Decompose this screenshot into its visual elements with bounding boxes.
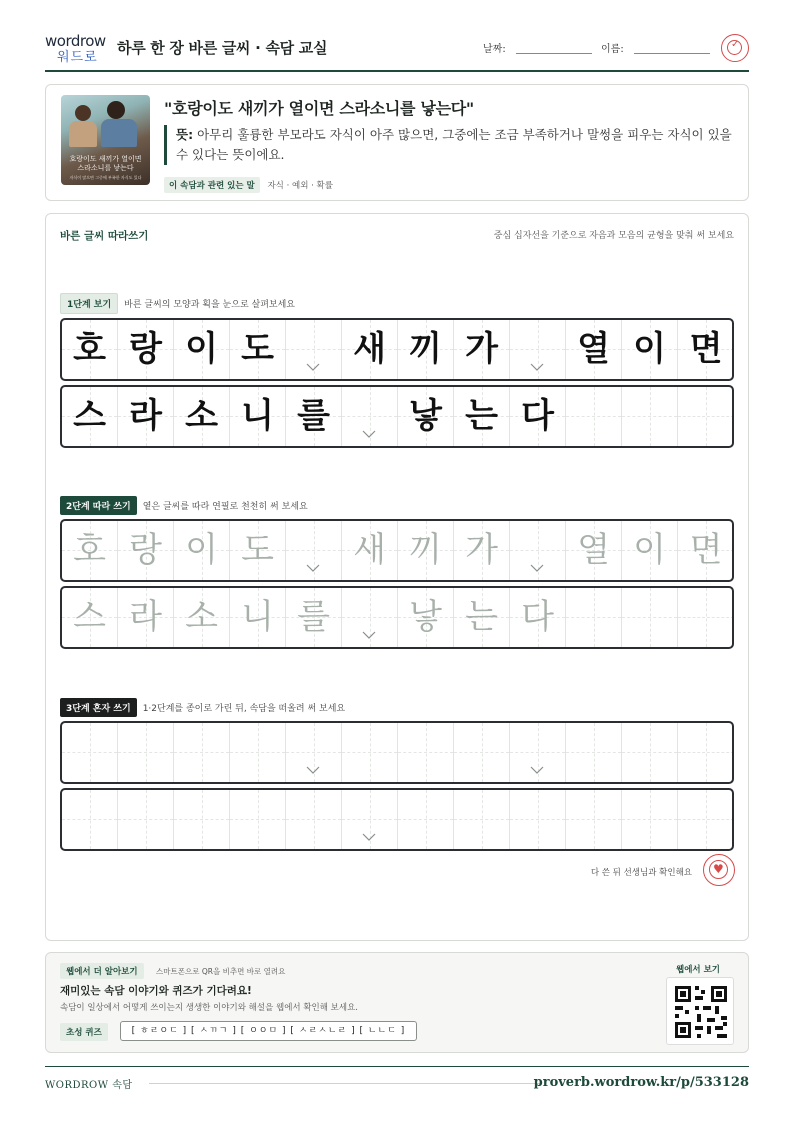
grid-cell[interactable] (454, 521, 510, 580)
grid-cell[interactable] (622, 521, 678, 580)
grid-cell[interactable] (62, 521, 118, 580)
qr-code-icon[interactable] (666, 977, 734, 1045)
grid-character: 를 (297, 597, 330, 637)
grid-cell[interactable] (678, 790, 734, 849)
grid-cell (398, 320, 454, 379)
stage1-row2 (60, 385, 734, 448)
grid-cell[interactable] (118, 723, 174, 782)
grid-character: 낳 (409, 396, 442, 436)
heart-stamp-icon: ♥ (703, 854, 735, 886)
related-list: 자식 · 예외 · 확률 (267, 181, 333, 191)
space-mark-icon (306, 765, 320, 775)
grid-cell[interactable] (230, 588, 286, 647)
grid-cell[interactable] (62, 790, 118, 849)
grid-character: 가 (465, 329, 498, 369)
grid-cell[interactable] (622, 790, 678, 849)
grid-character: 면 (689, 329, 723, 369)
stage3-badge: 3단계 혼자 쓰기 (60, 698, 137, 717)
grid-cell[interactable] (398, 521, 454, 580)
stage2-row2[interactable] (60, 586, 734, 649)
grid-character: 라 (129, 396, 162, 436)
web-tag-note: 스마트폰으로 QR을 비추면 바로 열려요 (156, 967, 286, 976)
space-mark-icon (306, 362, 320, 372)
grid-cell[interactable] (566, 588, 622, 647)
grid-cell (286, 387, 342, 446)
grid-cell (510, 387, 566, 446)
grid-cell (454, 387, 510, 446)
grid-cell (342, 387, 398, 446)
grid-cell[interactable] (510, 588, 566, 647)
web-tag: 웹에서 더 알아보기 (60, 963, 144, 979)
grid-cell[interactable] (62, 588, 118, 647)
grid-cell[interactable] (678, 521, 734, 580)
grid-cell[interactable] (454, 723, 510, 782)
grid-character: 니 (241, 396, 274, 436)
page-header (45, 26, 749, 72)
grid-character: 끼 (409, 530, 442, 570)
grid-character: 이 (633, 530, 666, 570)
grid-cell (118, 387, 174, 446)
grid-character: 이 (185, 530, 218, 570)
practice-panel (45, 213, 749, 941)
grid-cell (454, 320, 510, 379)
grid-cell (678, 320, 734, 379)
proverb-illustration (61, 95, 150, 185)
grid-cell[interactable] (678, 723, 734, 782)
footer-rule (149, 1083, 541, 1084)
grid-character: 라 (129, 597, 162, 637)
space-mark-icon (362, 832, 376, 842)
grid-character: 를 (297, 396, 330, 436)
space-mark-icon (306, 563, 320, 573)
grid-cell[interactable] (398, 790, 454, 849)
page-footer (45, 1066, 749, 1106)
stage3-row2[interactable] (60, 788, 734, 851)
initials-quiz[interactable]: [ ㅎㄹㅇㄷ ] [ ㅅㄲㄱ ] [ ㅇㅇㅁ ] [ ㅅㄹㅅㄴㄹ ] [ ㄴㄴㄷ ] (120, 1021, 417, 1041)
grid-character: 스 (73, 597, 106, 637)
grid-cell (622, 387, 678, 446)
grid-cell[interactable] (174, 588, 230, 647)
date-field[interactable] (483, 40, 592, 55)
web-headline: 재미있는 속담 이야기와 퀴즈가 기다려요! (60, 985, 252, 997)
grid-cell[interactable] (230, 723, 286, 782)
grid-cell[interactable] (174, 790, 230, 849)
grid-character: 열 (577, 329, 610, 369)
grid-character: 소 (185, 597, 218, 637)
stage3-header (60, 698, 345, 717)
grid-cell[interactable] (510, 521, 566, 580)
grid-cell[interactable] (342, 521, 398, 580)
proverb-heading: "호랑이도 새끼가 열이면 스라소니를 낳는다" (164, 99, 474, 118)
grid-cell (510, 320, 566, 379)
grid-cell[interactable] (118, 521, 174, 580)
grid-cell[interactable] (454, 588, 510, 647)
meaning-text: 아무리 훌륭한 부모라도 자식이 아주 많으면, 그중에는 조금 부족하거나 말썽을 피우는 자식이 있을 수 있다는 뜻이에요. (176, 127, 732, 162)
grid-cell[interactable] (286, 521, 342, 580)
practice-note: 중심 십자선을 기준으로 자음과 모음의 균형을 맞춰 써 보세요 (493, 231, 734, 241)
grid-character: 도 (241, 530, 274, 570)
grid-character: 새 (353, 329, 386, 369)
meaning-label: 뜻: (176, 127, 194, 142)
grid-character: 가 (465, 530, 498, 570)
grid-character: 호 (73, 530, 106, 570)
grid-character: 끼 (409, 329, 442, 369)
grid-cell[interactable] (118, 790, 174, 849)
grid-character: 랑 (129, 329, 162, 369)
name-label: 이름: (601, 44, 624, 55)
stage2-header (60, 496, 308, 515)
grid-cell (622, 320, 678, 379)
space-mark-icon (362, 429, 376, 439)
grid-cell (62, 387, 118, 446)
grid-cell[interactable] (510, 790, 566, 849)
grid-character: 면 (689, 530, 723, 570)
grid-character: 도 (241, 329, 274, 369)
grid-character: 는 (465, 396, 498, 436)
grid-cell (342, 320, 398, 379)
grid-cell[interactable] (230, 521, 286, 580)
logo-subtext: 워드로 (57, 50, 98, 65)
stage2-row1[interactable] (60, 519, 734, 582)
grid-character: 소 (185, 396, 218, 436)
grid-cell[interactable] (342, 790, 398, 849)
qr-title: 웹에서 보기 (676, 965, 721, 975)
quiz-label: 초성 퀴즈 (60, 1023, 108, 1041)
stage1-header (60, 293, 295, 314)
stage3-row1[interactable] (60, 721, 734, 784)
space-mark-icon (362, 630, 376, 640)
grid-character: 이 (185, 329, 218, 369)
grid-cell[interactable] (678, 588, 734, 647)
wordrow-logo (45, 32, 109, 66)
grid-cell[interactable] (174, 723, 230, 782)
footer-url[interactable]: proverb.wordrow.kr/p/533128 (533, 1075, 749, 1090)
grid-cell[interactable] (118, 588, 174, 647)
grid-character: 이 (633, 329, 666, 369)
grid-character: 열 (577, 530, 610, 570)
grid-character: 낳 (409, 597, 442, 637)
grid-cell[interactable] (62, 723, 118, 782)
grid-cell[interactable] (286, 790, 342, 849)
grid-cell[interactable] (174, 521, 230, 580)
web-more-box (45, 952, 749, 1053)
stage1-badge: 1단계 보기 (60, 293, 118, 314)
grid-cell (678, 387, 734, 446)
grid-cell (566, 387, 622, 446)
grid-cell[interactable] (510, 723, 566, 782)
grid-cell[interactable] (566, 521, 622, 580)
name-field[interactable] (601, 40, 710, 55)
stage1-desc: 바른 글씨의 모양과 획을 눈으로 살펴보세요 (124, 300, 295, 310)
grid-cell[interactable] (566, 723, 622, 782)
grid-cell[interactable] (230, 790, 286, 849)
grid-cell[interactable] (342, 723, 398, 782)
stage2-badge: 2단계 따라 쓰기 (60, 496, 137, 515)
stage2-desc: 옅은 글씨를 따라 연필로 천천히 써 보세요 (142, 502, 308, 512)
grid-cell (174, 320, 230, 379)
date-line[interactable] (516, 44, 592, 54)
grid-character: 스 (73, 396, 106, 436)
grid-cell[interactable] (566, 790, 622, 849)
grid-character: 니 (241, 597, 274, 637)
page-title: 하루 한 장 바른 글씨 · 속담 교실 (117, 39, 328, 57)
grid-cell (118, 320, 174, 379)
grid-cell[interactable] (622, 588, 678, 647)
grid-character: 호 (73, 329, 106, 369)
grid-cell[interactable] (342, 588, 398, 647)
proverb-meaning (164, 125, 734, 165)
name-line[interactable] (634, 44, 710, 54)
web-desc: 속담이 일상에서 어떻게 쓰이는지 생생한 이야기와 해설을 웹에서 확인해 보세요. (60, 1003, 358, 1013)
grid-cell[interactable] (286, 588, 342, 647)
related-tag: 이 속담과 관련 있는 말 (164, 177, 260, 193)
grid-character: 다 (521, 597, 554, 637)
grid-character: 랑 (129, 530, 162, 570)
practice-title: 바른 글씨 따라쓰기 (60, 230, 149, 242)
grid-character: 는 (465, 597, 498, 637)
illustration-caption: 호랑이도 새끼가 열이면 스라소니를 낳는다 (69, 155, 142, 172)
grid-cell (286, 320, 342, 379)
stage1-row1 (60, 318, 734, 381)
space-mark-icon (530, 765, 544, 775)
grid-cell (566, 320, 622, 379)
grid-cell[interactable] (398, 588, 454, 647)
space-mark-icon (530, 362, 544, 372)
grid-cell (230, 387, 286, 446)
grid-cell[interactable] (454, 790, 510, 849)
grid-cell[interactable] (622, 723, 678, 782)
date-label: 날짜: (483, 44, 506, 55)
proverb-card (45, 84, 749, 201)
grid-cell (174, 387, 230, 446)
check-stamp-icon: ✓ (721, 34, 749, 62)
grid-cell (230, 320, 286, 379)
grid-cell (398, 387, 454, 446)
grid-character: 다 (521, 396, 554, 436)
logo-word: wordrow (45, 32, 106, 50)
grid-character: 새 (353, 530, 386, 570)
grid-cell (62, 320, 118, 379)
illustration-subcaption: 자식이 많으면 그중에 부족한 자식도 있다 (69, 175, 142, 180)
grid-cell[interactable] (286, 723, 342, 782)
related-words (164, 177, 333, 193)
qr-code-graphic (667, 978, 735, 1046)
check-note: 다 쓴 뒤 선생님과 확인해요 (590, 868, 692, 878)
footer-brand: WORDROW 속담 (45, 1080, 133, 1091)
grid-cell[interactable] (398, 723, 454, 782)
stage3-desc: 1·2단계를 종이로 가린 뒤, 속담을 떠올려 써 보세요 (142, 704, 346, 714)
space-mark-icon (530, 563, 544, 573)
